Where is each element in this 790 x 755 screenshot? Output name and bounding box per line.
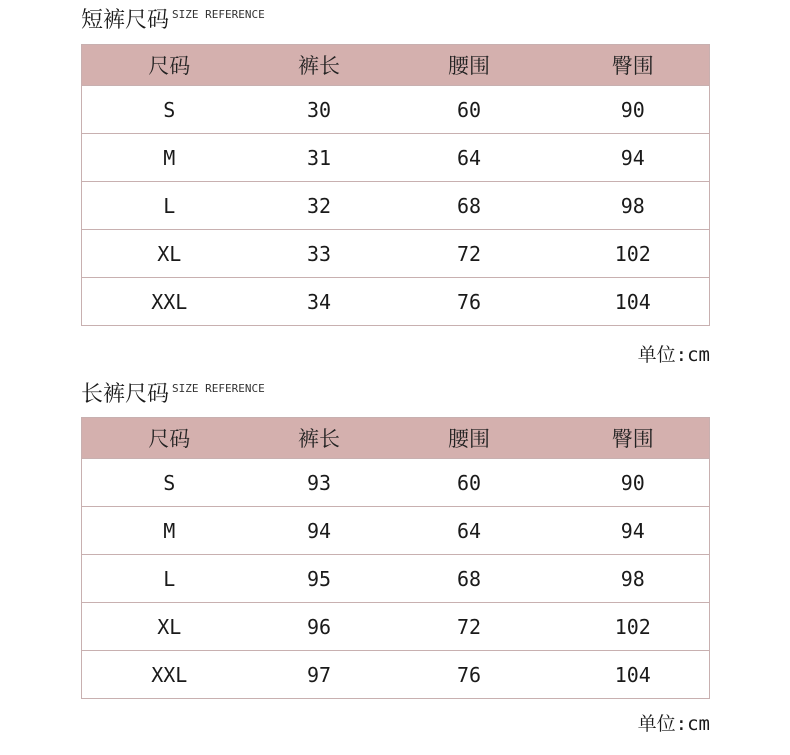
table-cell: 94 [557,134,710,182]
table-row [82,651,710,699]
shorts-size-table [81,44,710,326]
table-cell: S [82,459,257,507]
table-cell: 64 [382,507,557,555]
table-row [82,603,710,651]
table-row [82,86,710,134]
table-cell: 72 [382,230,557,278]
pants-unit-label: 单位:cm [637,713,710,735]
column-header-waist: 腰围 [382,45,557,86]
table-cell: 104 [557,278,710,326]
table-cell: 93 [257,459,382,507]
column-header-length: 裤长 [257,45,382,86]
table-row [82,459,710,507]
table-cell: 60 [382,459,557,507]
table-row [82,278,710,326]
table-cell: XXL [82,278,257,326]
table-row [82,134,710,182]
table-cell: S [82,86,257,134]
column-header-size: 尺码 [82,45,257,86]
table-cell: XXL [82,651,257,699]
pants-subtitle: SIZE REFERENCE [172,382,265,395]
shorts-subtitle: SIZE REFERENCE [172,8,265,21]
table-cell: 102 [557,603,710,651]
column-header-hip: 臀围 [557,45,710,86]
table-cell: 94 [557,507,710,555]
table-row [82,555,710,603]
table-cell: 30 [257,86,382,134]
table-cell: 98 [557,555,710,603]
table-row [82,230,710,278]
pants-title: 长裤尺码 [81,382,170,407]
table-cell: 60 [382,86,557,134]
column-header-size: 尺码 [82,418,257,459]
table-cell: 68 [382,182,557,230]
table-cell: L [82,182,257,230]
table-row [82,182,710,230]
table-cell: M [82,134,257,182]
table-cell: 104 [557,651,710,699]
shorts-unit-label: 单位:cm [637,344,710,366]
table-header-row [82,418,710,459]
column-header-hip: 臀围 [557,418,710,459]
table-cell: XL [82,603,257,651]
table-header-row [82,45,710,86]
table-row [82,507,710,555]
shorts-section-title [81,6,265,36]
table-cell: M [82,507,257,555]
table-cell: 90 [557,459,710,507]
table-cell: 76 [382,651,557,699]
table-cell: 97 [257,651,382,699]
table-cell: 95 [257,555,382,603]
table-cell: 72 [382,603,557,651]
table-cell: 96 [257,603,382,651]
table-cell: 32 [257,182,382,230]
table-cell: 90 [557,86,710,134]
table-cell: 33 [257,230,382,278]
table-cell: 98 [557,182,710,230]
table-cell: 31 [257,134,382,182]
pants-section-title [81,380,265,410]
table-cell: 64 [382,134,557,182]
table-cell: 94 [257,507,382,555]
column-header-waist: 腰围 [382,418,557,459]
table-cell: 34 [257,278,382,326]
pants-size-table [81,417,710,699]
table-cell: 68 [382,555,557,603]
shorts-title: 短裤尺码 [81,8,170,33]
table-cell: 76 [382,278,557,326]
column-header-length: 裤长 [257,418,382,459]
table-cell: XL [82,230,257,278]
table-cell: L [82,555,257,603]
table-cell: 102 [557,230,710,278]
